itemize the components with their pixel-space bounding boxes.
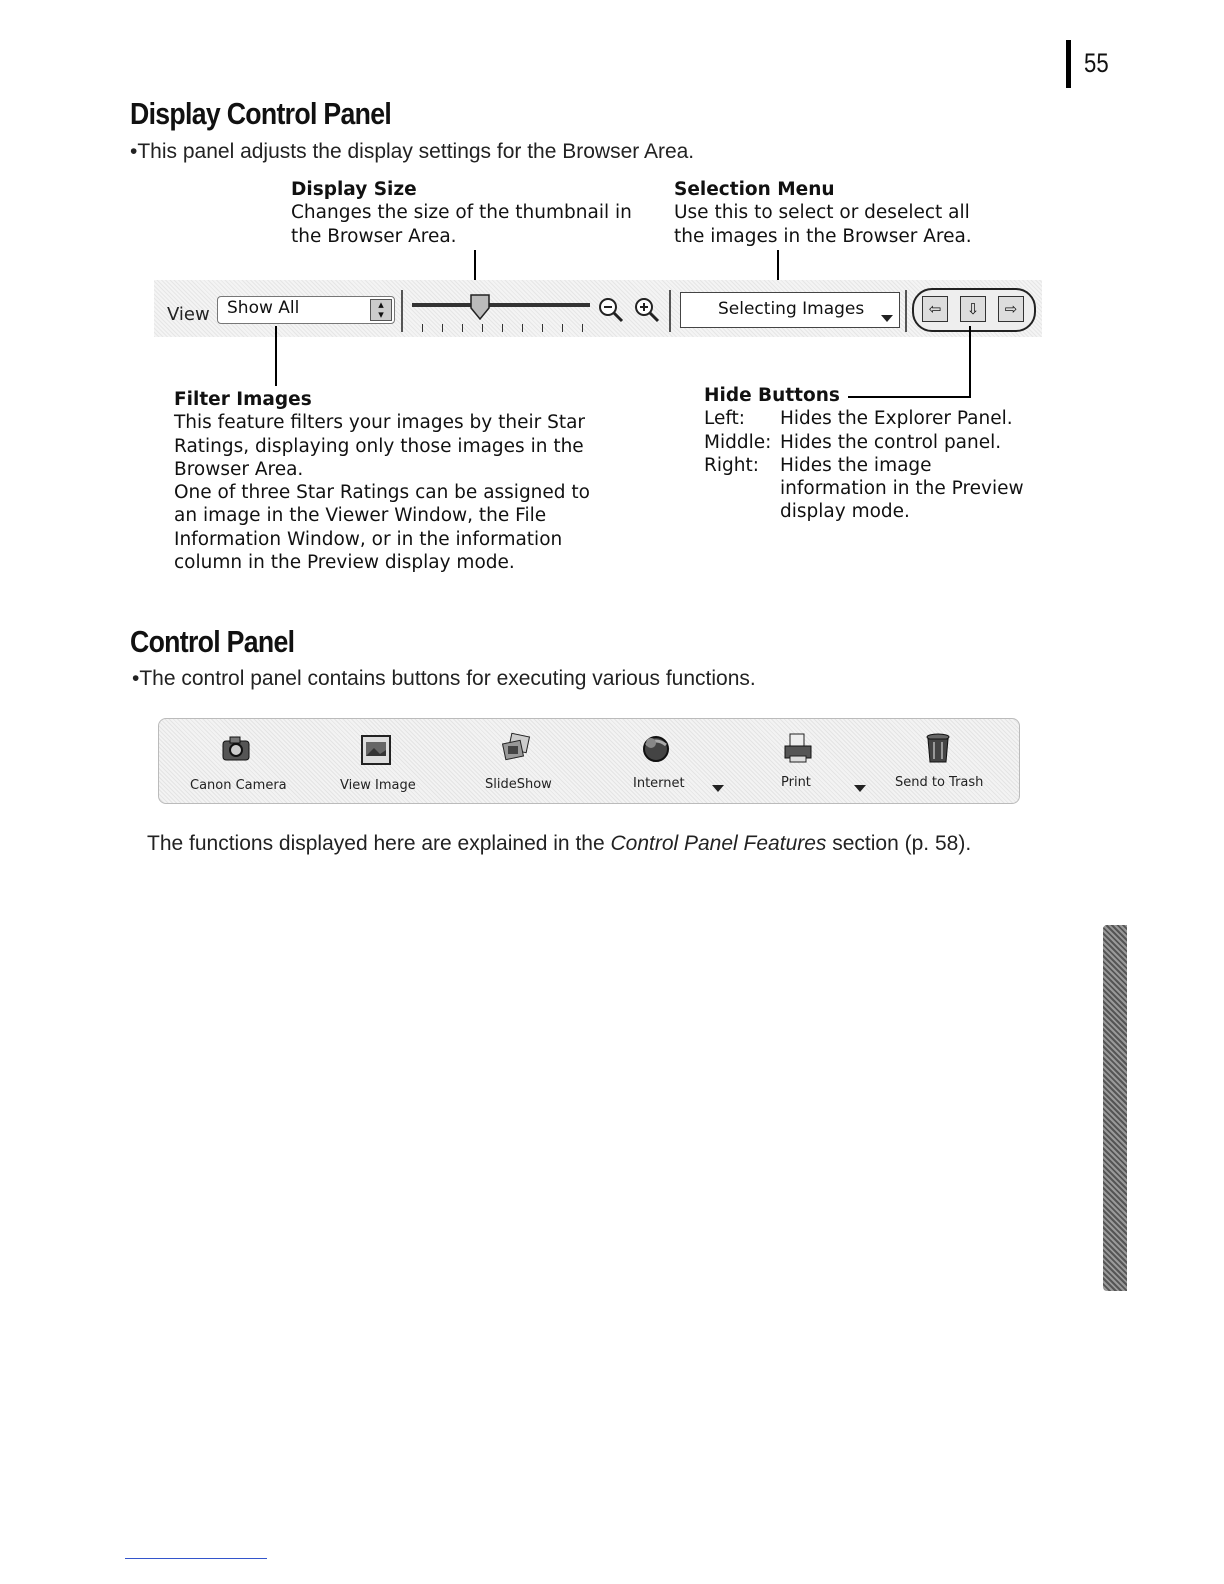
send-to-trash-button[interactable]: Send to Trash (895, 775, 984, 790)
callout-title: Selection Menu (674, 179, 835, 200)
callout-line: Browser Area. (174, 458, 304, 480)
slider-tick (542, 324, 543, 332)
toolbar-divider (905, 290, 907, 332)
chevron-down-icon (881, 315, 893, 322)
slider-tick (442, 324, 443, 332)
chapter-thumb-tab (1103, 925, 1127, 1291)
callout-line: Changes the size of the thumbnail in (291, 202, 632, 224)
page-number-rule (1066, 40, 1071, 88)
page-number: 55 (1084, 48, 1109, 78)
callout-line: Information Window, or in the information (174, 528, 563, 550)
hide-row-value: Hides the image (780, 454, 932, 476)
hide-explorer-panel-button[interactable] (922, 296, 948, 322)
toolbar-divider (401, 290, 403, 332)
hide-row-value: information in the Preview (780, 478, 1024, 500)
view-image-button[interactable]: View Image (340, 778, 416, 793)
arrow-right-icon: ⇨ (1004, 300, 1018, 318)
footnote-rule (125, 1558, 267, 1559)
internet-dropdown-chevron-icon[interactable] (712, 785, 724, 792)
callout-line: One of three Star Ratings can be assigned to (174, 482, 590, 504)
callout-line: the Browser Area. (291, 225, 457, 247)
toolbar-divider (669, 290, 671, 332)
slider-tick (522, 324, 523, 332)
hide-row (704, 407, 1024, 430)
camera-icon[interactable] (220, 732, 252, 764)
callout-title: Display Size (291, 179, 417, 200)
arrow-left-icon: ⇦ (928, 300, 942, 318)
canon-camera-button[interactable]: Canon Camera (190, 778, 287, 793)
callout-title: Hide Buttons (704, 385, 840, 406)
reference-link-control-panel-features: Control Panel Features (610, 832, 827, 855)
globe-icon[interactable] (640, 732, 672, 764)
trash-icon[interactable] (922, 732, 954, 764)
leader-line-filter-images (275, 326, 277, 386)
reference-text-before: The functions displayed here are explained in the (147, 832, 611, 855)
hide-row (704, 454, 1024, 477)
callout-line: column in the Preview display mode. (174, 552, 515, 574)
slideshow-button[interactable]: SlideShow (485, 777, 552, 792)
hide-control-panel-button[interactable] (960, 296, 986, 322)
printer-icon[interactable] (782, 732, 814, 764)
control-panel-reference-text (147, 832, 971, 856)
control-panel-toolbar (158, 718, 1020, 804)
hide-row-key: Left: (704, 408, 746, 430)
thumbnail-size-slider-track[interactable] (412, 303, 590, 307)
selection-menu-value: Selecting Images (718, 299, 865, 319)
slider-tick (582, 324, 583, 332)
filter-select-value: Show All (227, 298, 300, 318)
internet-button[interactable]: Internet (633, 776, 685, 791)
section-intro-display: •This panel adjusts the display settings for the Browser Area. (130, 140, 695, 163)
hide-row-key: Middle: (704, 431, 772, 453)
zoom-out-icon[interactable] (597, 296, 625, 324)
slider-tick (462, 324, 463, 332)
callout-line: the images in the Browser Area. (674, 225, 972, 247)
print-button[interactable]: Print (781, 775, 811, 790)
zoom-in-icon[interactable] (633, 296, 661, 324)
hide-row-value: Hides the control panel. (780, 431, 1002, 453)
section-intro-control: •The control panel contains buttons for executing various functions. (132, 667, 756, 690)
callout-line: an image in the Viewer Window, the File (174, 505, 547, 527)
slider-tick (562, 324, 563, 332)
hide-image-info-button[interactable] (998, 296, 1024, 322)
selection-menu-dropdown[interactable] (680, 292, 900, 328)
slideshow-icon[interactable] (500, 732, 532, 764)
slider-tick (422, 324, 423, 332)
callout-title: Filter Images (174, 389, 312, 410)
slider-tick (482, 324, 483, 332)
callout-selection-menu (674, 178, 972, 248)
reference-text-after: section (p. 58). (826, 832, 972, 855)
callout-display-size (291, 178, 632, 248)
section-title-control-panel: Control Panel (130, 624, 295, 659)
callout-hide-buttons (704, 384, 1024, 524)
hide-row (704, 431, 1024, 454)
section-title-display-control-panel: Display Control Panel (130, 96, 392, 131)
callout-line: This feature filters your images by their Star (174, 412, 586, 434)
hide-row-value: display mode. (780, 501, 910, 523)
callout-line: Use this to select or deselect all (674, 202, 970, 224)
filter-images-select[interactable] (217, 296, 395, 324)
arrow-down-icon: ⇩ (966, 300, 980, 318)
view-label: View (167, 304, 210, 325)
print-dropdown-chevron-icon[interactable] (854, 785, 866, 792)
hide-row (704, 477, 1024, 500)
callout-line: Ratings, displaying only those images in the (174, 435, 584, 457)
callout-filter-images (174, 388, 590, 574)
picture-icon[interactable] (360, 734, 392, 766)
hide-row (704, 500, 1024, 523)
select-arrows-icon: ▴ ▾ (370, 299, 392, 321)
slider-tick (502, 324, 503, 332)
hide-row-key: Right: (704, 454, 759, 476)
hide-row-value: Hides the Explorer Panel. (780, 408, 1013, 430)
thumbnail-size-slider-thumb[interactable] (470, 294, 490, 320)
